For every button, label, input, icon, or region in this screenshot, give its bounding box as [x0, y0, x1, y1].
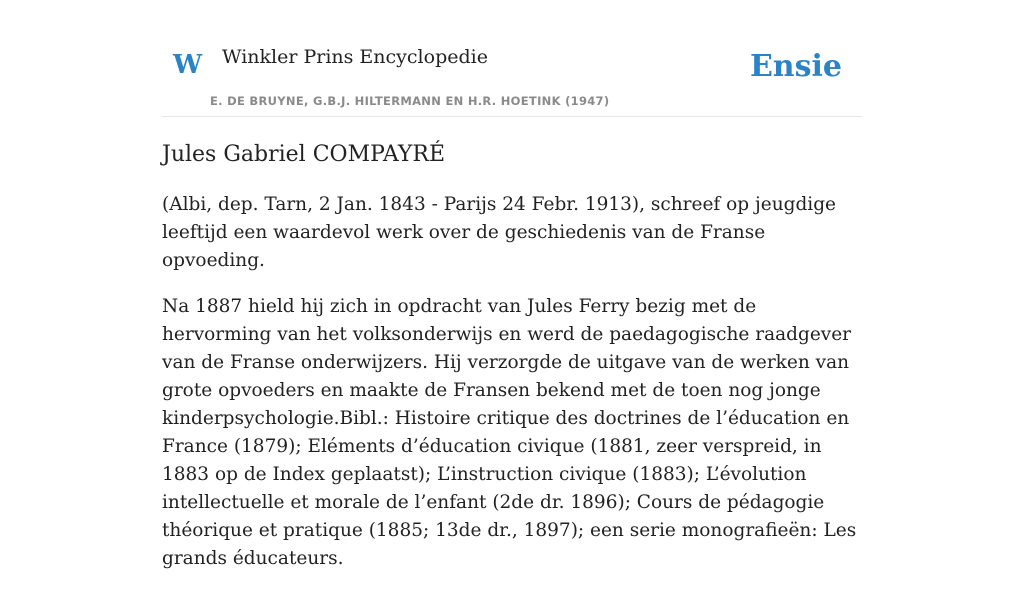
source-title[interactable]: Winkler Prins Encyclopedie	[222, 46, 488, 68]
article-paragraph: Na 1887 hield hij zich in opdracht van Jules Ferry bezig met de hervorming van het volksonderwijs en werd de paedagogische raadgever van de Franse onderwijzers. Hij verzorgde de uitgave van de werken van grote opvoeders en maakte de Fransen bekend met de toen nog jonge kinderpsychologie.Bibl.: Histoire critique des doctrines de l’éducation en France (1879); Eléments d’éducation civique (1881, zeer verspreid, in 1883 op de Index geplaatst); L’instruction civique (1883); L’évolution intellectuelle et morale de l’enfant (2de dr. 1896); Cours de pédagogie théorique et pratique (1885; 13de dr., 1897); een serie monografieën: Les grands éducateurs.	[162, 296, 857, 569]
article-title: Jules Gabriel COMPAYRÉ	[162, 142, 446, 167]
article-paragraph: (Albi, dep. Tarn, 2 Jan. 1843 - Parijs 24 Febr. 1913), schreef op jeugdige leeftijd een waardevol werk over de geschiedenis van de Franse opvoeding.	[162, 194, 837, 271]
ensie-logo[interactable]: Ensie	[749, 49, 842, 84]
source-header	[162, 0, 862, 117]
source-authors: E. DE BRUYNE, G.B.J. HILTERMANN EN H.R. HOETINK (1947)	[210, 94, 610, 108]
winkler-prins-logo[interactable]: W	[173, 50, 203, 80]
article-body	[162, 140, 862, 591]
